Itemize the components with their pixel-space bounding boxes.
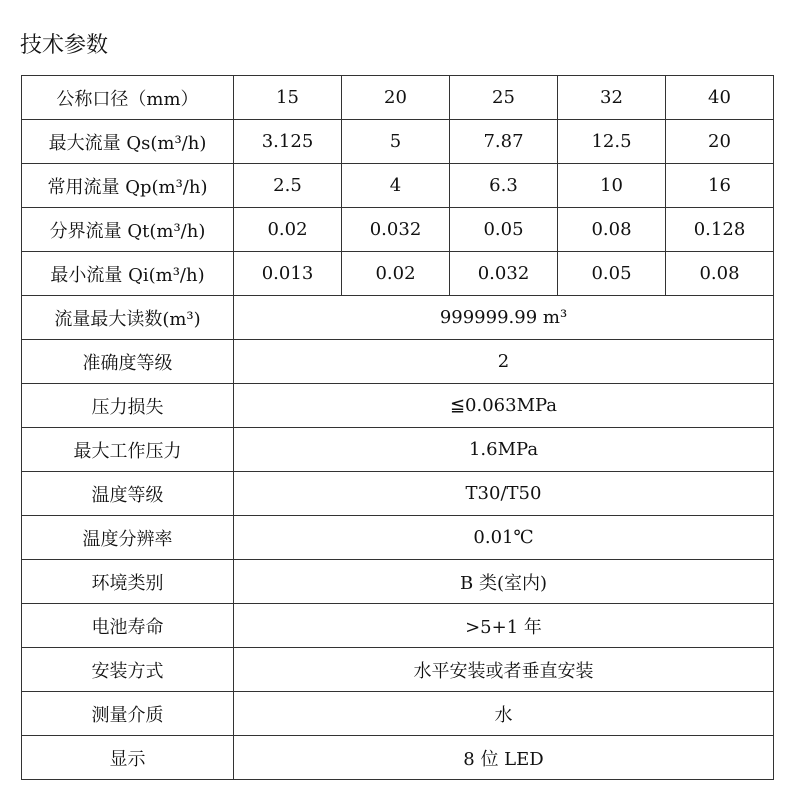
value-cell: 40 (666, 76, 774, 120)
value-cell: 2 (234, 340, 774, 384)
row-label: 温度分辨率 (22, 516, 234, 560)
value-cell: 25 (450, 76, 558, 120)
table-row (22, 384, 774, 428)
page-title: 技术参数 (20, 33, 109, 58)
value-cell: 0.128 (666, 208, 774, 252)
value-cell: 6.3 (450, 164, 558, 208)
row-label: 电池寿命 (22, 604, 234, 648)
value-cell: 0.032 (342, 208, 450, 252)
value-cell: ≦0.063MPa (234, 384, 774, 428)
value-cell: T30/T50 (234, 472, 774, 516)
value-cell: 15 (234, 76, 342, 120)
table-row (22, 252, 774, 296)
row-label: 环境类别 (22, 560, 234, 604)
value-cell: 10 (558, 164, 666, 208)
table-row (22, 428, 774, 472)
table-row (22, 516, 774, 560)
value-cell: 32 (558, 76, 666, 120)
table-row (22, 164, 774, 208)
row-label: 最大工作压力 (22, 428, 234, 472)
value-cell: 7.87 (450, 120, 558, 164)
value-cell: 1.6MPa (234, 428, 774, 472)
value-cell: 0.02 (234, 208, 342, 252)
row-label: 最小流量 Qi(m³/h) (22, 252, 234, 296)
row-label: 温度等级 (22, 472, 234, 516)
row-label: 最大流量 Qs(m³/h) (22, 120, 234, 164)
value-cell: 8 位 LED (234, 736, 774, 780)
value-cell: 0.01℃ (234, 516, 774, 560)
value-cell: B 类(室内) (234, 560, 774, 604)
row-label: 常用流量 Qp(m³/h) (22, 164, 234, 208)
value-cell: 0.05 (558, 252, 666, 296)
value-cell: 水平安装或者垂直安装 (234, 648, 774, 692)
row-label: 公称口径（mm） (22, 76, 234, 120)
table-row (22, 692, 774, 736)
value-cell: 0.032 (450, 252, 558, 296)
value-cell: >5+1 年 (234, 604, 774, 648)
table-row (22, 560, 774, 604)
value-cell: 水 (234, 692, 774, 736)
table-row (22, 76, 774, 120)
row-label: 流量最大读数(m³) (22, 296, 234, 340)
value-cell: 0.02 (342, 252, 450, 296)
value-cell: 999999.99 m³ (234, 296, 774, 340)
table-row (22, 340, 774, 384)
value-cell: 4 (342, 164, 450, 208)
value-cell: 2.5 (234, 164, 342, 208)
table-row (22, 736, 774, 780)
row-label: 显示 (22, 736, 234, 780)
row-label: 分界流量 Qt(m³/h) (22, 208, 234, 252)
table-row (22, 296, 774, 340)
value-cell: 0.05 (450, 208, 558, 252)
spec-table (21, 75, 774, 780)
table-row (22, 120, 774, 164)
table-row (22, 648, 774, 692)
row-label: 测量介质 (22, 692, 234, 736)
row-label: 安装方式 (22, 648, 234, 692)
row-label: 准确度等级 (22, 340, 234, 384)
table-row (22, 472, 774, 516)
row-label: 压力损失 (22, 384, 234, 428)
table-row (22, 604, 774, 648)
value-cell: 20 (666, 120, 774, 164)
value-cell: 3.125 (234, 120, 342, 164)
value-cell: 0.013 (234, 252, 342, 296)
table-row (22, 208, 774, 252)
value-cell: 0.08 (666, 252, 774, 296)
value-cell: 20 (342, 76, 450, 120)
value-cell: 16 (666, 164, 774, 208)
value-cell: 12.5 (558, 120, 666, 164)
value-cell: 5 (342, 120, 450, 164)
value-cell: 0.08 (558, 208, 666, 252)
